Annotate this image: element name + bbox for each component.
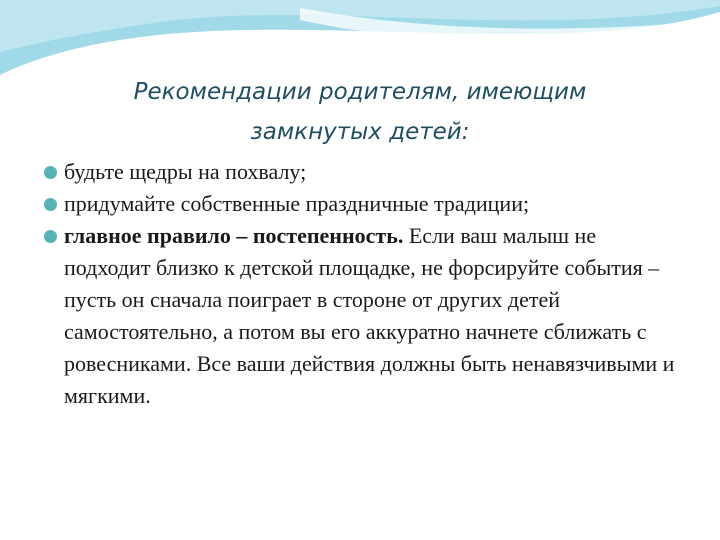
bullet-item-3	[40, 220, 680, 412]
bullet-bold-period: .	[397, 223, 404, 248]
bullet-dot-icon	[44, 198, 57, 211]
bullet-text: будьте щедры на похвалу;	[64, 159, 307, 184]
bullet-bold-lead: главное правило – постепенность	[64, 223, 398, 248]
bullet-text: Если ваш малыш не подходит близко к детской площадке, не форсируйте события – пусть он сначала поиграет в стороне от других детей самостоятельно, а потом вы его аккуратно начнете сближать с ровесниками. Все ваши действия должны быть ненавязчивыми и мягкими.	[64, 223, 675, 408]
title-line-1: Рекомендации родителям, имеющим	[133, 79, 587, 105]
bullet-dot-icon	[44, 166, 57, 179]
title-line-2: замкнутых детей:	[250, 119, 470, 145]
bullet-item-2	[40, 188, 680, 220]
bullet-text: придумайте собственные праздничные традиции;	[64, 191, 530, 216]
bullet-item-1	[40, 156, 680, 188]
bullet-dot-icon	[44, 230, 57, 243]
slide-title	[60, 72, 660, 152]
bullet-list	[40, 156, 680, 412]
